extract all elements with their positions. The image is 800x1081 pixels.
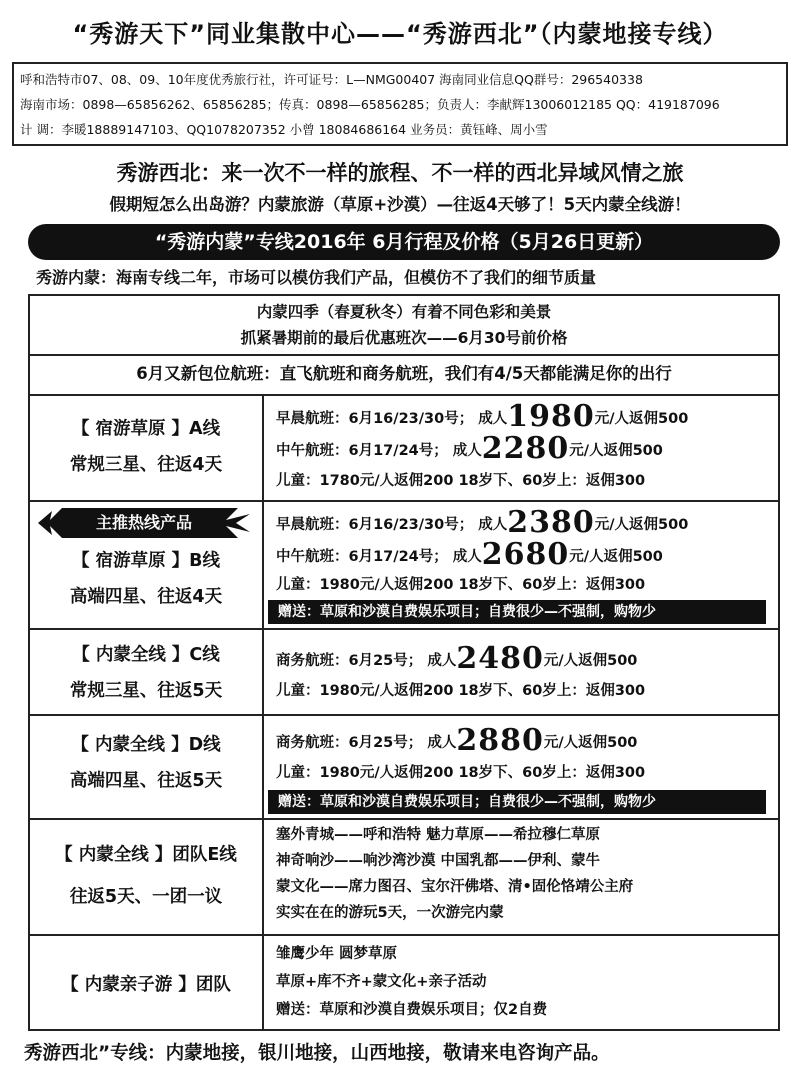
route-b-flight-1: 早晨航班：6月16/23/30号； 成人 xyxy=(276,517,508,533)
route-d-price-row xyxy=(276,723,638,758)
route-a-price-row xyxy=(276,399,689,434)
route-e-highlight-1: 塞外青城——呼和浩特 魅力草原——希拉穆仁草原 xyxy=(276,827,601,843)
route-e-highlight-3: 蒙文化——席力图召、宝尔汗佛塔、清•固伦恪靖公主府 xyxy=(276,879,634,895)
route-b-desc: 高端四星、往返4天 xyxy=(69,587,223,607)
route-a-desc: 常规三星、往返4天 xyxy=(69,455,223,475)
route-c-name: 【 内蒙全线 】C线 xyxy=(72,645,220,665)
route-a-flight-2: 中午航班：6月17/24号； 成人 xyxy=(276,443,482,459)
route-b-price-2: 2680 xyxy=(481,537,570,572)
route-f-line-3: 赠送：草原和沙漠自费娱乐项目；仅2自费 xyxy=(276,1002,548,1018)
page-title xyxy=(0,14,800,54)
route-c-child-price: 儿童：1980元/人返佣200 18岁下、60岁上：返佣300 xyxy=(276,683,646,699)
route-b-commission-2: 元/人返佣500 xyxy=(569,549,663,565)
route-d-child-price: 儿童：1980元/人返佣200 18岁下、60岁上：返佣300 xyxy=(276,765,646,781)
footer-contact-line: 秀游西北”专线：内蒙地接，银川地接，山西地接，敬请来电咨询产品。 xyxy=(24,1043,610,1064)
route-a-child-price: 儿童：1780元/人返佣200 18岁下、60岁上：返佣300 xyxy=(276,473,646,489)
divider xyxy=(30,818,778,820)
itinerary-table xyxy=(28,294,780,1031)
route-f-line-1: 雏鹰少年 圆梦草原 xyxy=(276,946,398,962)
route-b-child-price: 儿童：1980元/人返佣200 18岁下、60岁上：返佣300 xyxy=(276,577,646,593)
route-b-flight-2: 中午航班：6月17/24号； 成人 xyxy=(276,549,482,565)
schedule-banner: “秀游内蒙”专线2016年 6月行程及价格（5月26日更新） xyxy=(28,224,780,260)
route-b-price-row xyxy=(276,505,689,540)
route-c-flight-1: 商务航班：6月25号； 成人 xyxy=(276,653,457,669)
route-b-price-row xyxy=(276,537,663,572)
route-a-commission-1: 元/人返佣500 xyxy=(594,411,689,427)
agency-license-line: 呼和浩特市07、08、09、10年度优秀旅行社，许可证号：L—NMG00407 海南同业信息QQ群号：296540338 xyxy=(20,72,643,87)
route-e-highlight-2: 神奇响沙——响沙湾沙漠 中国乳都——伊利、蒙牛 xyxy=(276,853,601,869)
operator-contact-line: 计 调：李暖18889147103、QQ1078207352 小曾 18084686164 业务员：黄钰峰、周小雪 xyxy=(20,122,548,137)
route-c-commission-1: 元/人返佣500 xyxy=(543,653,638,669)
route-b-price-1: 2380 xyxy=(507,505,595,540)
route-c-price-row xyxy=(276,641,638,676)
divider xyxy=(30,394,778,396)
route-c-desc: 常规三星、往返5天 xyxy=(69,681,223,701)
route-a-name: 【 宿游草原 】A线 xyxy=(71,419,221,439)
contact-info-box xyxy=(12,62,788,146)
divider xyxy=(30,628,778,630)
route-d-price-1: 2880 xyxy=(456,723,544,758)
route-d-commission-1: 元/人返佣500 xyxy=(543,735,638,751)
divider xyxy=(30,714,778,716)
route-b-gift-banner: 赠送：草原和沙漠自费娱乐项目；自费很少—不强制，购物少 xyxy=(268,600,766,624)
route-e-highlight-4: 实实在在的游玩5天，一次游完内蒙 xyxy=(276,905,504,921)
route-d-gift-banner: 赠送：草原和沙漠自费娱乐项目；自费很少—不强制，购物少 xyxy=(268,790,766,814)
divider xyxy=(30,500,778,502)
route-a-commission-2: 元/人返佣500 xyxy=(569,443,663,459)
flights-note: 6月又新包位航班：直飞航班和商务航班，我们有4/5天都能满足你的出行 xyxy=(136,364,672,383)
route-b-commission-1: 元/人返佣500 xyxy=(594,517,689,533)
hot-product-badge xyxy=(38,508,250,538)
hot-product-label: 主推热线产品 xyxy=(95,513,192,532)
route-a-flight-1: 早晨航班：6月16/23/30号； 成人 xyxy=(276,411,508,427)
route-f-line-2: 草原+库不齐+蒙文化+亲子活动 xyxy=(276,974,487,990)
route-b-name: 【 宿游草原 】B线 xyxy=(71,551,221,571)
route-a-price-row xyxy=(276,431,663,466)
page-title-text: “秀游天下”同业集散中心——“秀游西北”（内蒙地接专线） xyxy=(72,20,728,48)
route-a-price-2: 2280 xyxy=(481,431,570,466)
divider xyxy=(30,934,778,936)
route-e-name: 【 内蒙全线 】团队E线 xyxy=(55,845,237,865)
route-d-flight-1: 商务航班：6月25号； 成人 xyxy=(276,735,457,751)
route-c-price-1: 2480 xyxy=(456,641,544,676)
route-d-desc: 高端四星、往返5天 xyxy=(69,771,223,791)
route-e-desc: 往返5天、一团一议 xyxy=(69,887,223,907)
divider xyxy=(30,354,778,356)
route-a-price-1: 1980 xyxy=(507,399,595,434)
intro-text: 秀游内蒙：海南专线二年，市场可以模仿我们产品，但模仿不了我们的细节质量 xyxy=(36,268,597,287)
season-line-2: 抓紧暑期前的最后优惠班次——6月30号前价格 xyxy=(240,329,568,347)
hainan-contact-line: 海南市场：0898—65856262、65856285；传真：0898—65856285；负责人：李献辉13006012185 QQ：419187096 xyxy=(20,97,720,112)
slogan-subline: 假期短怎么出岛游？内蒙旅游（草原+沙漠）—往返4天够了！5天内蒙全线游！ xyxy=(109,195,691,214)
season-line-1: 内蒙四季（春夏秋冬）有着不同色彩和美景 xyxy=(256,303,552,321)
route-d-name: 【 内蒙全线 】D线 xyxy=(71,735,221,755)
slogan-headline: 秀游西北：来一次不一样的旅程、不一样的西北异域风情之旅 xyxy=(116,161,684,185)
route-f-name: 【 内蒙亲子游 】团队 xyxy=(61,975,231,995)
